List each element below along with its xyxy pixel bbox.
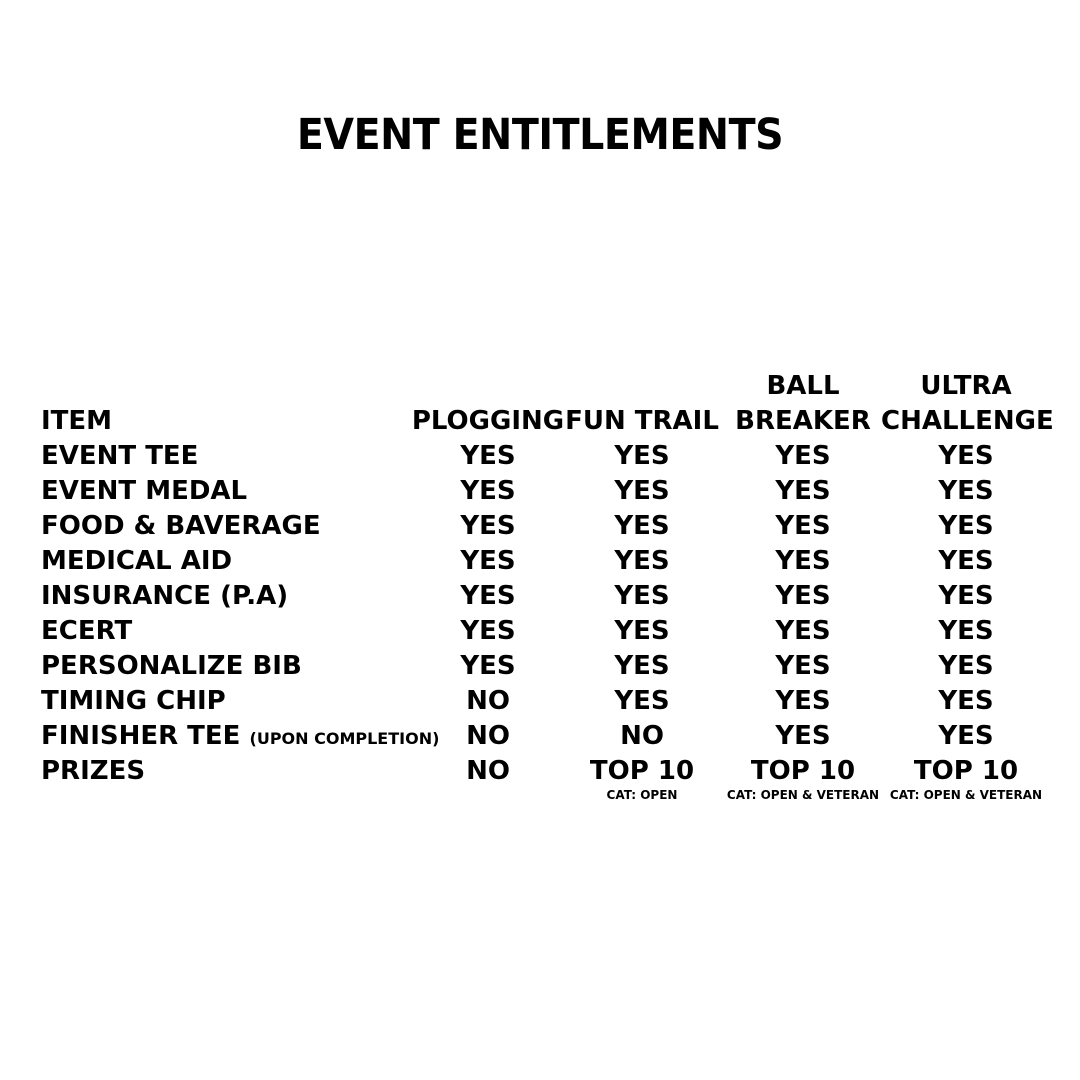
- table-cell: YES: [775, 651, 831, 681]
- table-cell: YES: [775, 616, 831, 646]
- table-cell: YES: [775, 686, 831, 716]
- table-cell: YES: [460, 441, 516, 471]
- table-cell: YES: [775, 581, 831, 611]
- table-cell: YES: [460, 616, 516, 646]
- column-header-ball: BALL: [766, 371, 840, 401]
- row-item-label: FOOD & BAVERAGE: [41, 511, 321, 541]
- table-cell: YES: [938, 616, 994, 646]
- table-cell: YES: [938, 441, 994, 471]
- row-item-label: PRIZES: [41, 756, 146, 786]
- row-item-label: [41, 719, 439, 754]
- table-cell: YES: [460, 546, 516, 576]
- table-cell: YES: [938, 476, 994, 506]
- prize-category-note: CAT: OPEN & VETERAN: [889, 788, 1043, 802]
- table-cell: NO: [466, 721, 510, 751]
- table-cell: YES: [614, 581, 670, 611]
- column-header-fun-trail: FUN TRAIL: [565, 406, 719, 436]
- row-item-note: (UPON COMPLETION): [249, 729, 440, 748]
- row-item-label: INSURANCE (P.A): [41, 581, 289, 611]
- row-item-label: TIMING CHIP: [41, 686, 226, 716]
- table-cell: YES: [938, 581, 994, 611]
- table-cell: YES: [614, 511, 670, 541]
- column-header-challenge: CHALLENGE: [881, 406, 1054, 436]
- table-cell: YES: [460, 651, 516, 681]
- row-item-label: PERSONALIZE BIB: [41, 651, 302, 681]
- table-cell: YES: [460, 511, 516, 541]
- table-cell: YES: [938, 651, 994, 681]
- table-cell: YES: [938, 721, 994, 751]
- table-cell: YES: [938, 686, 994, 716]
- column-header-breaker: BREAKER: [735, 406, 871, 436]
- table-cell: YES: [775, 721, 831, 751]
- table-cell: YES: [775, 476, 831, 506]
- table-cell: YES: [614, 686, 670, 716]
- column-header-plogging: PLOGGING: [411, 406, 565, 436]
- prize-category-note: CAT: OPEN & VETERAN: [726, 788, 880, 802]
- table-cell: TOP 10: [750, 756, 856, 786]
- table-cell: YES: [614, 476, 670, 506]
- row-item-label: ECERT: [41, 616, 133, 646]
- row-item-label: EVENT TEE: [41, 441, 199, 471]
- prize-category-note: CAT: OPEN: [606, 788, 678, 802]
- column-header-line1: [557, 369, 727, 404]
- page-title: EVENT ENTITLEMENTS: [296, 110, 784, 160]
- table-cell: YES: [460, 581, 516, 611]
- table-cell: YES: [614, 616, 670, 646]
- item-column-header: ITEM: [41, 406, 113, 436]
- table-cell: NO: [620, 721, 664, 751]
- table-cell: YES: [460, 476, 516, 506]
- table-cell: YES: [614, 441, 670, 471]
- table-cell: TOP 10: [589, 756, 695, 786]
- table-cell: NO: [466, 686, 510, 716]
- row-item-text: FINISHER TEE: [41, 721, 241, 751]
- table-cell: YES: [775, 546, 831, 576]
- table-cell: YES: [775, 441, 831, 471]
- table-cell: YES: [938, 511, 994, 541]
- table-cell: TOP 10: [913, 756, 1019, 786]
- row-item-label: EVENT MEDAL: [41, 476, 248, 506]
- table-cell: YES: [775, 511, 831, 541]
- table-cell: YES: [614, 546, 670, 576]
- table-cell: YES: [938, 546, 994, 576]
- table-cell: YES: [614, 651, 670, 681]
- row-item-label: MEDICAL AID: [41, 546, 233, 576]
- column-header-line1: [403, 369, 573, 404]
- table-cell: NO: [466, 756, 510, 786]
- column-header-ultra: ULTRA: [920, 371, 1012, 401]
